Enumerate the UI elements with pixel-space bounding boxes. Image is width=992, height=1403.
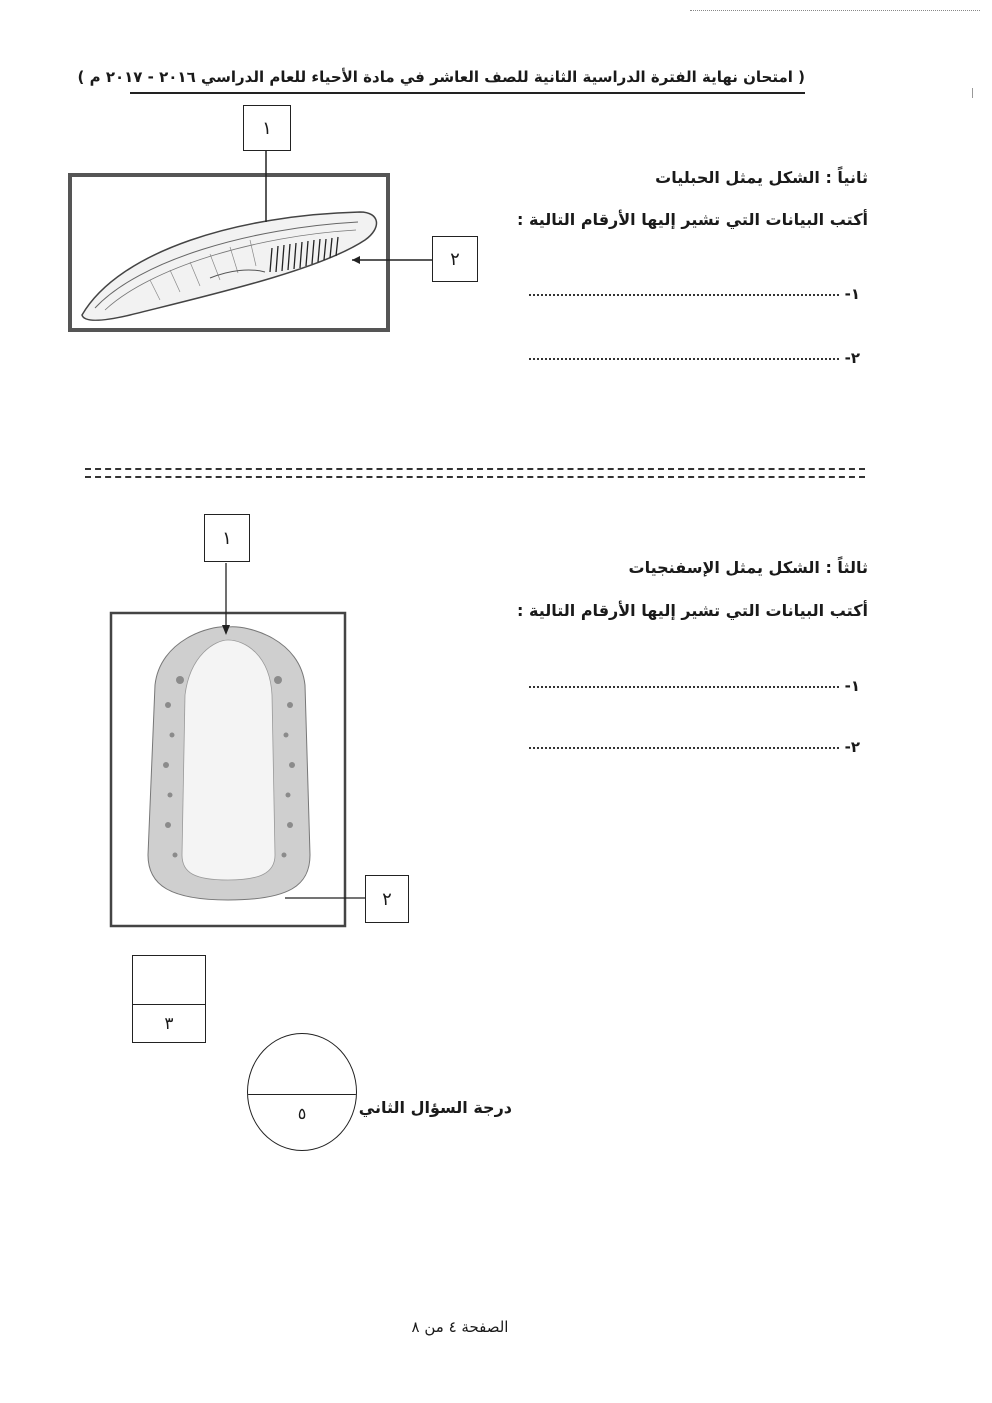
- answer-blank[interactable]: [529, 747, 839, 749]
- circle-divider: [248, 1094, 356, 1095]
- page-number: الصفحة ٤ من ٨: [411, 1318, 509, 1336]
- exam-header: ( امتحان نهاية الفترة الدراسية الثانية للصف العاشر في مادة الأحياء للعام الدراسي ٢٠١٦ - ٢٠١٧ م ): [77, 68, 805, 86]
- answer-number: ١-: [844, 285, 860, 303]
- section-three-answer-2[interactable]: [529, 738, 860, 756]
- top-edge-marks: [690, 10, 980, 11]
- answer-number: ٢-: [844, 738, 860, 756]
- answer-number: ٢-: [844, 349, 860, 367]
- section-two-answer-2[interactable]: [529, 349, 860, 367]
- answer-blank[interactable]: [529, 294, 839, 296]
- chordate-label-2: ٢: [432, 236, 478, 282]
- score-entry[interactable]: [133, 956, 205, 1005]
- section-two-title: ثانياً : الشكل يمثل الحبليات: [655, 168, 868, 187]
- chordate-label-1: ١: [243, 105, 291, 151]
- score-max: ٣: [164, 1014, 174, 1034]
- section-two-instruction: أكتب البيانات التي تشير إليها الأرقام التالية :: [517, 210, 868, 229]
- question-score-circle: [247, 1033, 357, 1151]
- margin-mark: [968, 88, 973, 98]
- question-score-max: ٥: [297, 1104, 307, 1123]
- section-separator: [85, 468, 865, 478]
- section-three-answer-1[interactable]: [529, 677, 860, 695]
- answer-blank[interactable]: [529, 686, 839, 688]
- header-underline: [130, 92, 805, 94]
- section-two-answer-1[interactable]: [529, 285, 860, 303]
- section-score-box: [132, 955, 206, 1043]
- sponge-label-1: ١: [204, 514, 250, 562]
- sponge-label-2: ٢: [365, 875, 409, 923]
- spongocoel: [182, 640, 275, 880]
- section-three-title: ثالثاً : الشكل يمثل الإسفنجيات: [628, 558, 868, 577]
- section-three-instruction: أكتب البيانات التي تشير إليها الأرقام التالية :: [517, 601, 868, 620]
- question-score-label: درجة السؤال الثاني: [358, 1098, 512, 1117]
- answer-blank[interactable]: [529, 358, 839, 360]
- answer-number: ١-: [844, 677, 860, 695]
